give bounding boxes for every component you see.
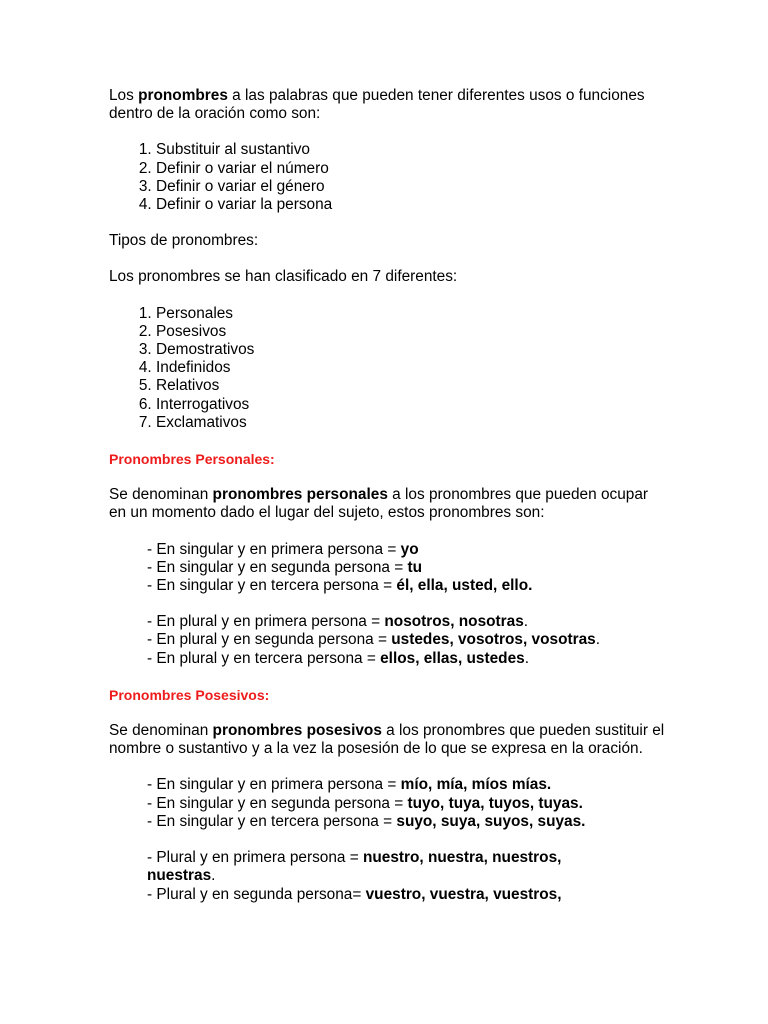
list-item: - En plural y en tercera persona = ellos, ellas, ustedes.: [147, 649, 529, 667]
tipos-list: [109, 305, 669, 432]
list-item: 4. Indefinidos: [156, 359, 669, 377]
list-item: - En plural y en primera persona = nosotros, nosotras.: [147, 613, 529, 631]
list-item: - Plural y en primera persona = nuestro, nuestra, nuestros, nuestras.: [147, 849, 562, 885]
posesivos-singular-list: [109, 776, 669, 831]
section-heading-posesivos: Pronombres Posesivos:: [109, 686, 270, 703]
intro-post: a las palabras que pueden tener diferentes usos o funciones dentro de la oración como son:: [109, 87, 645, 123]
list-item: 1. Substituir al sustantivo: [156, 141, 669, 159]
spacer: [109, 123, 669, 141]
list-item: 1. Personales: [156, 305, 669, 323]
list-item: 6. Interrogativos: [156, 396, 669, 414]
section-heading-personales: Pronombres Personales:: [109, 451, 275, 468]
posesivos-definition: Se denominan pronombres posesivos a los pronombres que pueden sustituir el nombre o sustantivo y a la vez la posesión de lo que se expresa en la oración.: [109, 722, 665, 758]
list-item: 2. Definir o variar el número: [156, 160, 669, 178]
list-item: 3. Definir o variar el género: [156, 178, 669, 196]
list-item: - Plural y en segunda persona= vuestro, vuestra, vuestros,: [147, 885, 562, 903]
personales-singular-list: [109, 541, 669, 596]
clasificado-text: Los pronombres se han clasificado en 7 diferentes:: [109, 268, 458, 286]
spacer: [109, 287, 669, 305]
intro-pre: Los: [109, 87, 139, 104]
spacer: [109, 432, 669, 450]
list-item: 2. Posesivos: [156, 323, 669, 341]
spacer: [109, 468, 669, 486]
spacer: [109, 704, 669, 722]
list-item: - En singular y en tercera persona = él, ella, usted, ello.: [147, 577, 533, 595]
personales-plural-list: [109, 613, 669, 668]
list-item: - En plural y en segunda persona = ustedes, vosotros, vosotras.: [147, 631, 600, 649]
spacer: [109, 595, 669, 613]
spacer: [109, 250, 669, 268]
list-item: 5. Relativos: [156, 377, 669, 395]
spacer: [109, 214, 669, 232]
list-item: 3. Demostrativos: [156, 341, 669, 359]
list-item: - En singular y en primera persona = yo: [147, 540, 419, 558]
spacer: [109, 668, 669, 686]
list-item: - En singular y en segunda persona = tuyo, tuya, tuyos, tuyas.: [147, 794, 583, 812]
spacer: [109, 523, 669, 541]
list-item: - En singular y en tercera persona = suyo, suya, suyos, suyas.: [147, 812, 586, 830]
list-item: 7. Exclamativos: [156, 414, 669, 432]
posesivos-plural-list: [109, 849, 617, 904]
spacer: [109, 758, 669, 776]
list-item: - En singular y en segunda persona = tu: [147, 558, 423, 576]
tipos-title: Tipos de pronombres:: [109, 232, 259, 250]
usos-list: [109, 141, 669, 214]
list-item: - En singular y en primera persona = mío, mía, míos mías.: [147, 776, 552, 794]
list-item: 4. Definir o variar la persona: [156, 196, 669, 214]
intro-bold: pronombres: [138, 87, 228, 104]
personales-definition: Se denominan pronombres personales a los pronombres que pueden ocupar en un momento dado el lugar del sujeto, estos pronombres son:: [109, 486, 648, 522]
intro-paragraph: [109, 87, 669, 123]
spacer: [109, 831, 669, 849]
document-page: [109, 87, 669, 904]
